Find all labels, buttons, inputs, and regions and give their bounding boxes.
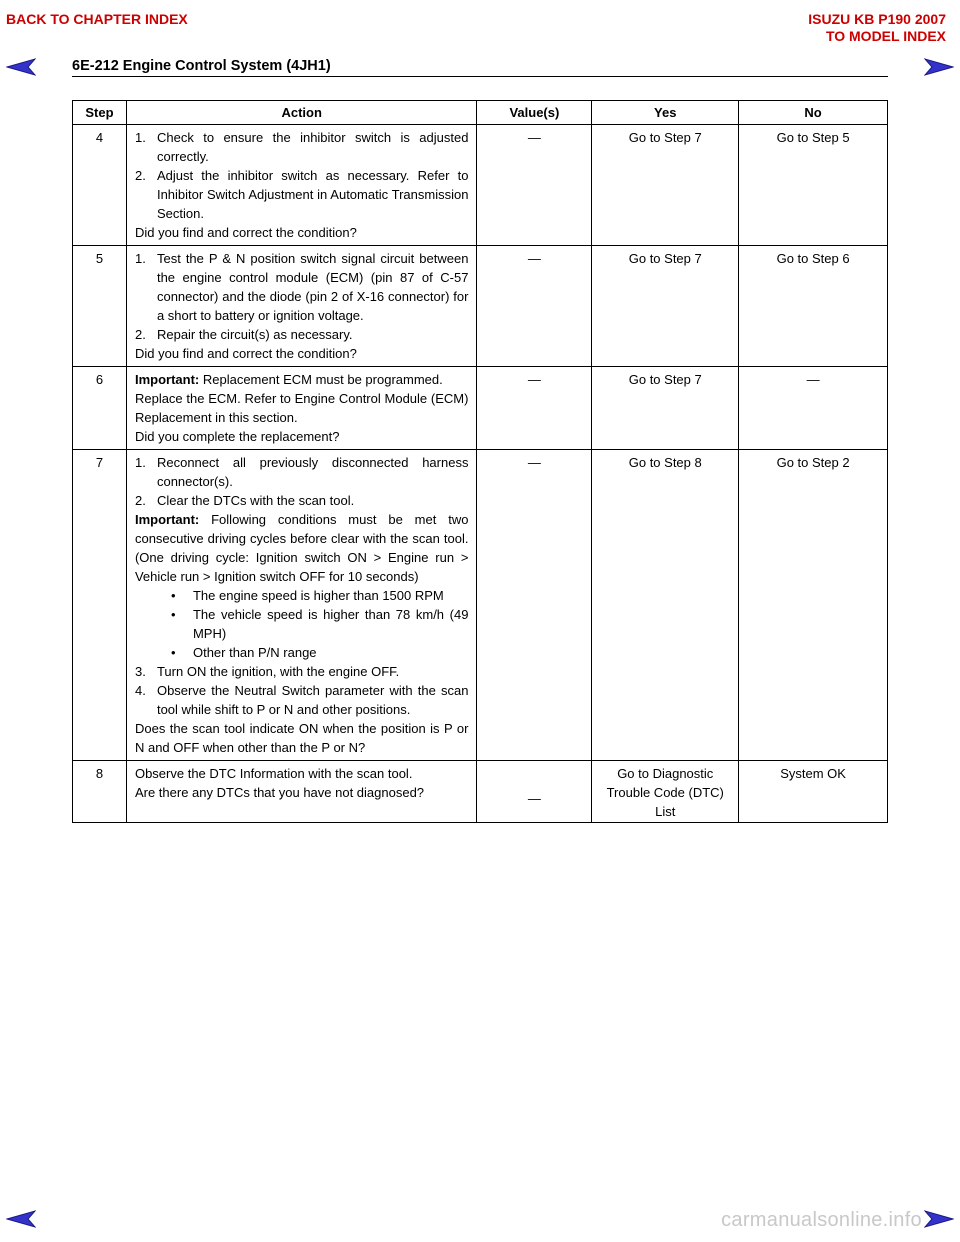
action-item: Observe the Neutral Switch parameter with the scan tool while shift to P or N and other positions. xyxy=(156,683,469,717)
value-cell xyxy=(477,367,592,450)
action-cell xyxy=(126,761,476,823)
action-cell xyxy=(126,367,476,450)
page-header: 6E-212 Engine Control System (4JH1) xyxy=(72,58,888,77)
action-text: Observe the DTC Information with the scan tool. xyxy=(134,766,413,781)
action-item: Repair the circuit(s) as necessary. xyxy=(156,327,353,342)
action-cell: 1. Test the P & N position switch signal circuit between the engine control module (ECM) (pin 87 of C-57 connector) and the diode (pin 2 of X-16 connector) for a short to battery or ignition voltage. 2. Repair the circuit(s) as necessary. Did you find and correct the condition? xyxy=(126,246,476,367)
yes-cell: Go to Step 7 xyxy=(592,125,739,246)
value-cell xyxy=(477,450,592,761)
condition-bullet: Other than P/N range xyxy=(192,645,317,660)
table-header-row xyxy=(73,101,888,125)
action-item: Test the P & N position switch signal circuit between the engine control module (ECM) (pin 87 of C-57 connector) and the diode (pin 2 of X-16 connector) for a short to battery or ignition voltage. xyxy=(156,251,469,323)
important-note: Following conditions must be met two consecutive driving cycles before clear with the scan tool. (One driving cycle: Ignition switch ON > Engine run > Vehicle run > Ignition switch OFF for 10 seconds) xyxy=(134,512,469,584)
previous-page-arrow-icon[interactable] xyxy=(6,1210,36,1228)
model-title-link[interactable]: ISUZU KB P190 2007 xyxy=(808,11,946,27)
table-row xyxy=(73,125,888,246)
condition-bullet: The engine speed is higher than 1500 RPM xyxy=(192,588,444,603)
table-row xyxy=(73,246,888,367)
no-dash: — xyxy=(806,372,820,387)
action-item: Turn ON the ignition, with the engine OFF. xyxy=(156,664,400,679)
value-cell xyxy=(477,246,592,367)
condition-bullet: The vehicle speed is higher than 78 km/h (49 MPH) xyxy=(192,607,469,641)
next-page-arrow-icon[interactable] xyxy=(924,1210,954,1228)
column-header-action: Action xyxy=(126,101,476,125)
action-text: Replace the ECM. Refer to Engine Control Module (ECM) Replacement in this section. xyxy=(134,391,469,425)
value-cell xyxy=(477,125,592,246)
action-question: Are there any DTCs that you have not diagnosed? xyxy=(134,785,425,800)
action-question: Does the scan tool indicate ON when the position is P or N and OFF when other than the P or N? xyxy=(134,721,469,755)
no-cell: Go to Step 2 xyxy=(739,450,888,761)
watermark: carmanualsonline.info xyxy=(721,1209,922,1231)
action-item: Clear the DTCs with the scan tool. xyxy=(156,493,355,508)
yes-cell: Go to Step 7 xyxy=(592,367,739,450)
table-row xyxy=(73,367,888,450)
step-number: 5 xyxy=(73,246,127,367)
step-number: 8 xyxy=(73,761,127,823)
value-dash: — xyxy=(527,455,541,470)
table-row xyxy=(73,761,888,823)
action-item: Check to ensure the inhibitor switch is adjusted correctly. xyxy=(156,130,469,164)
model-nav xyxy=(808,11,946,45)
action-item: Reconnect all previously disconnected harness connector(s). xyxy=(156,455,469,489)
important-label: Important: xyxy=(134,372,200,387)
value-cell xyxy=(477,761,592,823)
previous-page-arrow-icon[interactable] xyxy=(6,58,36,76)
diagnostic-table xyxy=(72,100,888,823)
no-cell: System OK xyxy=(739,761,888,823)
step-number: 6 xyxy=(73,367,127,450)
no-cell: Go to Step 6 xyxy=(739,246,888,367)
column-header-no: No xyxy=(739,101,888,125)
step-number: 7 xyxy=(73,450,127,761)
column-header-values: Value(s) xyxy=(477,101,592,125)
table-row xyxy=(73,450,888,761)
action-question: Did you find and correct the condition? xyxy=(134,346,357,361)
action-cell: 1. Reconnect all previously disconnected harness connector(s). 2. Clear the DTCs with the scan tool. Important: Following conditions must be met two consecutive driving cycles before clear with the scan tool. (One driving cycle: Ignition switch ON > Engine run > Vehicle run > Ignition switch OFF for 10 seconds) • The engine speed is higher than 1500 RPM • The vehicle speed is higher than 78 km/h (49 MPH) • Other than P/N range 3. Turn ON the ignition, with the engine OFF. 4. Observe the Neutral Switch parameter with the scan tool while shift to P or N and other positions. Does the scan tool indicate ON when the position is P or N and OFF when other than the P or N? xyxy=(126,450,476,761)
action-item: Adjust the inhibitor switch as necessary. Refer to Inhibitor Switch Adjustment in Automatic Transmission Section. xyxy=(156,168,469,221)
step-number: 4 xyxy=(73,125,127,246)
action-cell: 1. Check to ensure the inhibitor switch is adjusted correctly. 2. Adjust the inhibitor switch as necessary. Refer to Inhibitor Switch Adjustment in Automatic Transmission Section. Did you find and correct the condition? xyxy=(126,125,476,246)
action-question: Did you complete the replacement? xyxy=(134,429,340,444)
column-header-step: Step xyxy=(73,101,127,125)
value-dash: — xyxy=(527,791,541,806)
value-dash: — xyxy=(527,372,541,387)
yes-cell: Go to Step 7 xyxy=(592,246,739,367)
column-header-yes: Yes xyxy=(592,101,739,125)
to-model-index-link[interactable]: TO MODEL INDEX xyxy=(825,28,946,44)
yes-cell: Go to Step 8 xyxy=(592,450,739,761)
action-question: Did you find and correct the condition? xyxy=(134,225,357,240)
next-page-arrow-icon[interactable] xyxy=(924,58,954,76)
back-to-chapter-index-link[interactable]: BACK TO CHAPTER INDEX xyxy=(6,11,188,27)
important-note: Replacement ECM must be programmed. xyxy=(199,372,443,387)
no-cell xyxy=(739,367,888,450)
important-label: Important: xyxy=(134,512,200,527)
value-dash: — xyxy=(527,130,541,145)
value-dash: — xyxy=(527,251,541,266)
yes-cell: Go to Diagnostic Trouble Code (DTC) List xyxy=(592,761,739,823)
no-cell: Go to Step 5 xyxy=(739,125,888,246)
